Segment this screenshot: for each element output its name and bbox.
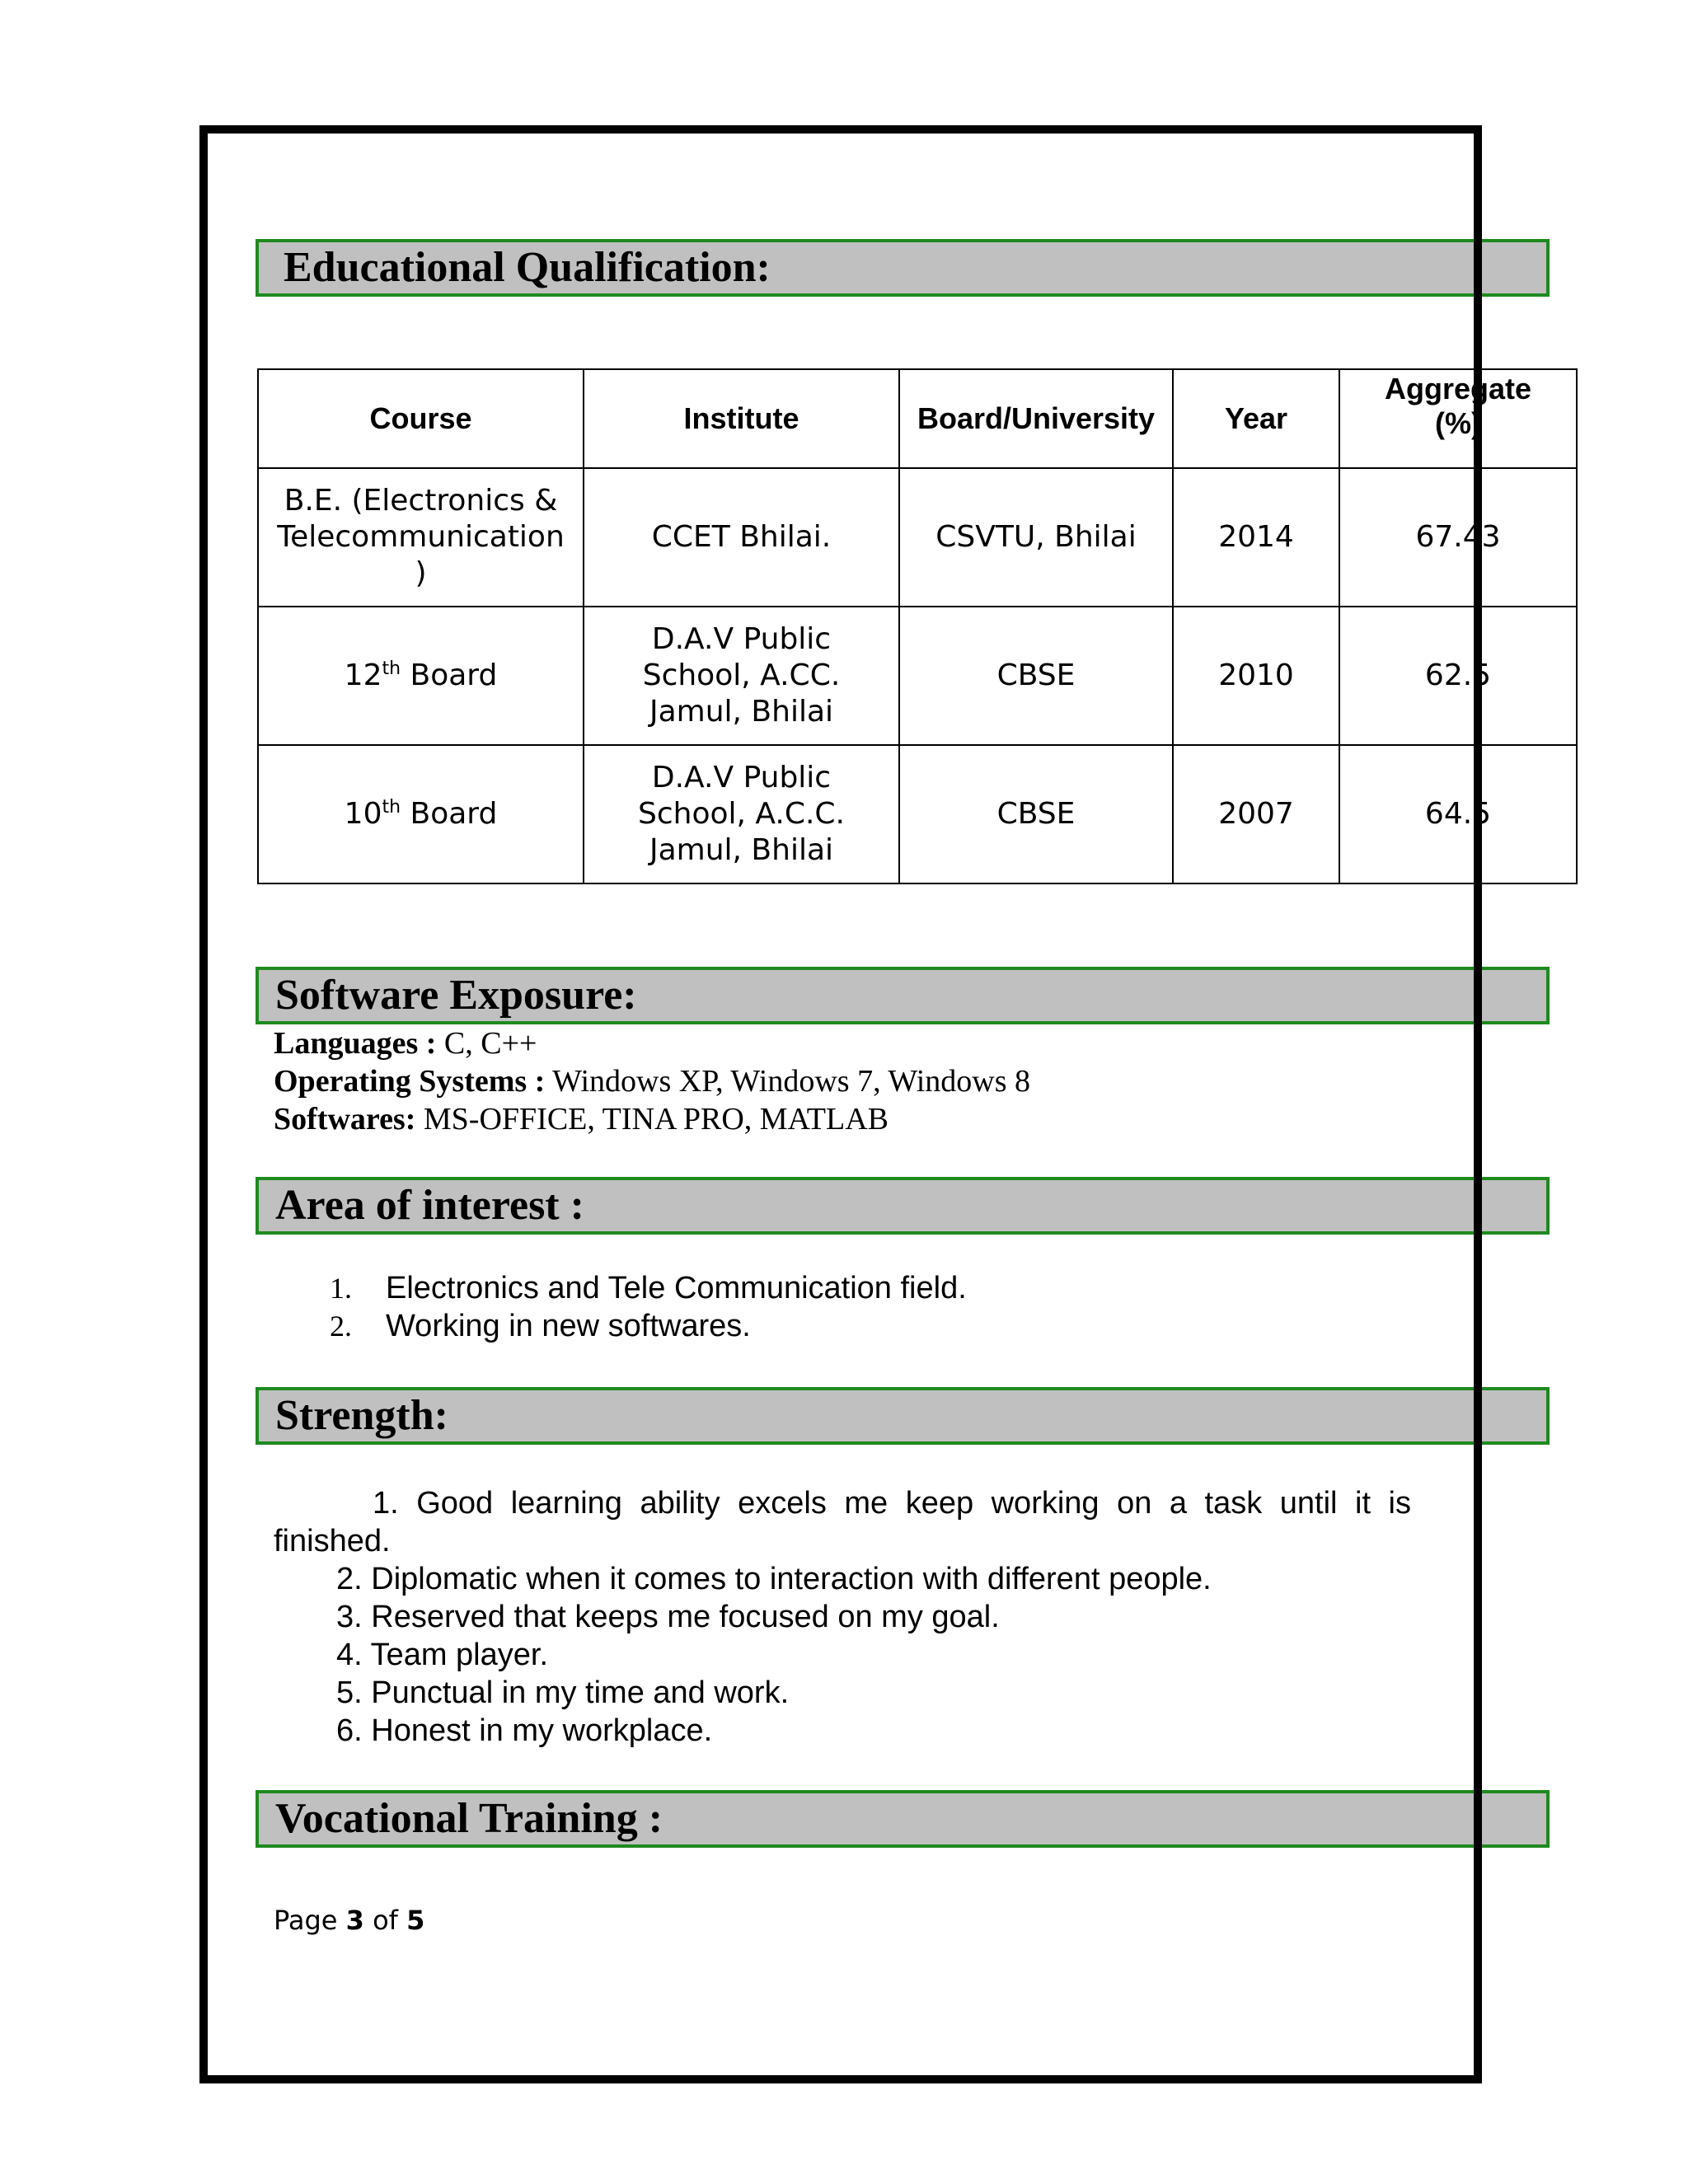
software-tools (274, 1100, 1030, 1138)
section-header-vocational-training: Vocational Training : (256, 1790, 1550, 1848)
table-header-row (258, 369, 1577, 468)
header-board: Board/University (899, 369, 1173, 468)
cell-aggregate: 62.5 (1339, 607, 1577, 745)
cell-institute (584, 745, 899, 883)
header-course: Course (258, 369, 584, 468)
software-details (274, 1024, 1030, 1138)
list-number: 2. (330, 1310, 352, 1343)
course-line: B.E. (Electronics & (284, 484, 558, 518)
cell-course (258, 745, 584, 883)
software-os (274, 1062, 1030, 1100)
table-row (258, 468, 1577, 607)
table-row (258, 745, 1577, 883)
course-number: 12 (344, 658, 382, 692)
cell-aggregate: 64.5 (1339, 745, 1577, 883)
languages-label: Languages : (274, 1026, 437, 1061)
cell-course (258, 468, 584, 607)
of-word: of (363, 1905, 407, 1936)
course-rest: Board (401, 797, 498, 831)
list-item: 2. Diplomatic when it comes to interaction with different people. (336, 1562, 1212, 1596)
institute-line: Jamul, Bhilai (649, 833, 834, 867)
current-page: 3 (345, 1905, 364, 1936)
list-item: 6. Honest in my workplace. (336, 1713, 713, 1748)
institute-line: CCET Bhilai. (651, 520, 832, 554)
strength-list (274, 1484, 1411, 1750)
list-item: 4. Team player. (336, 1638, 549, 1672)
course-line: Telecommunication (277, 520, 565, 554)
cell-institute (584, 607, 899, 745)
page-number (274, 1904, 424, 1937)
area-of-interest-list (330, 1269, 967, 1345)
list-text: Working in new softwares. (386, 1309, 751, 1343)
institute-line: D.A.V Public (651, 761, 832, 794)
softwares-value: MS-OFFICE, TINA PRO, MATLAB (415, 1102, 889, 1137)
cell-board: CSVTU, Bhilai (899, 468, 1173, 607)
course-number: 10 (344, 797, 382, 831)
cell-course (258, 607, 584, 745)
page-word: Page (274, 1905, 346, 1936)
institute-line: D.A.V Public (651, 622, 832, 656)
education-table (257, 368, 1578, 884)
list-item (330, 1307, 967, 1345)
header-aggregate-line2: (%) (1435, 406, 1481, 440)
list-text: Electronics and Tele Communication field. (386, 1271, 967, 1305)
cell-board: CBSE (899, 745, 1173, 883)
course-superscript: th (382, 658, 401, 679)
section-header-software: Software Exposure: (256, 967, 1550, 1024)
institute-line: Jamul, Bhilai (649, 695, 834, 729)
cell-aggregate: 67.43 (1339, 468, 1577, 607)
total-pages: 5 (406, 1905, 425, 1936)
cell-year: 2014 (1173, 468, 1339, 607)
os-label: Operating Systems : (274, 1064, 546, 1099)
course-rest: Board (401, 658, 498, 692)
languages-value: C, C++ (436, 1026, 537, 1061)
section-header-area-of-interest: Area of interest : (256, 1177, 1550, 1235)
list-item (330, 1269, 967, 1307)
software-languages (274, 1024, 1030, 1062)
list-number: 1. (330, 1272, 352, 1305)
institute-line: School, A.C.C. (638, 797, 845, 831)
header-aggregate-line1: Aggregate (1384, 372, 1532, 405)
list-item: 5. Punctual in my time and work. (336, 1675, 790, 1710)
list-item: 3. Reserved that keeps me focused on my goal. (336, 1600, 1000, 1634)
header-institute: Institute (584, 369, 899, 468)
cell-year: 2010 (1173, 607, 1339, 745)
institute-line: School, A.CC. (642, 658, 841, 692)
cell-institute (584, 468, 899, 607)
cell-board: CBSE (899, 607, 1173, 745)
list-item: 1. Good learning ability excels me keep working on a task until it is finished. (274, 1486, 1411, 1558)
section-header-education: Educational Qualification: (256, 239, 1550, 297)
section-header-strength: Strength: (256, 1387, 1550, 1445)
cell-year: 2007 (1173, 745, 1339, 883)
header-aggregate (1339, 369, 1577, 468)
course-line: ) (415, 556, 427, 590)
course-superscript: th (382, 797, 401, 818)
os-value: Windows XP, Windows 7, Windows 8 (545, 1064, 1031, 1099)
header-year: Year (1173, 369, 1339, 468)
softwares-label: Softwares: (274, 1102, 416, 1137)
table-row (258, 607, 1577, 745)
